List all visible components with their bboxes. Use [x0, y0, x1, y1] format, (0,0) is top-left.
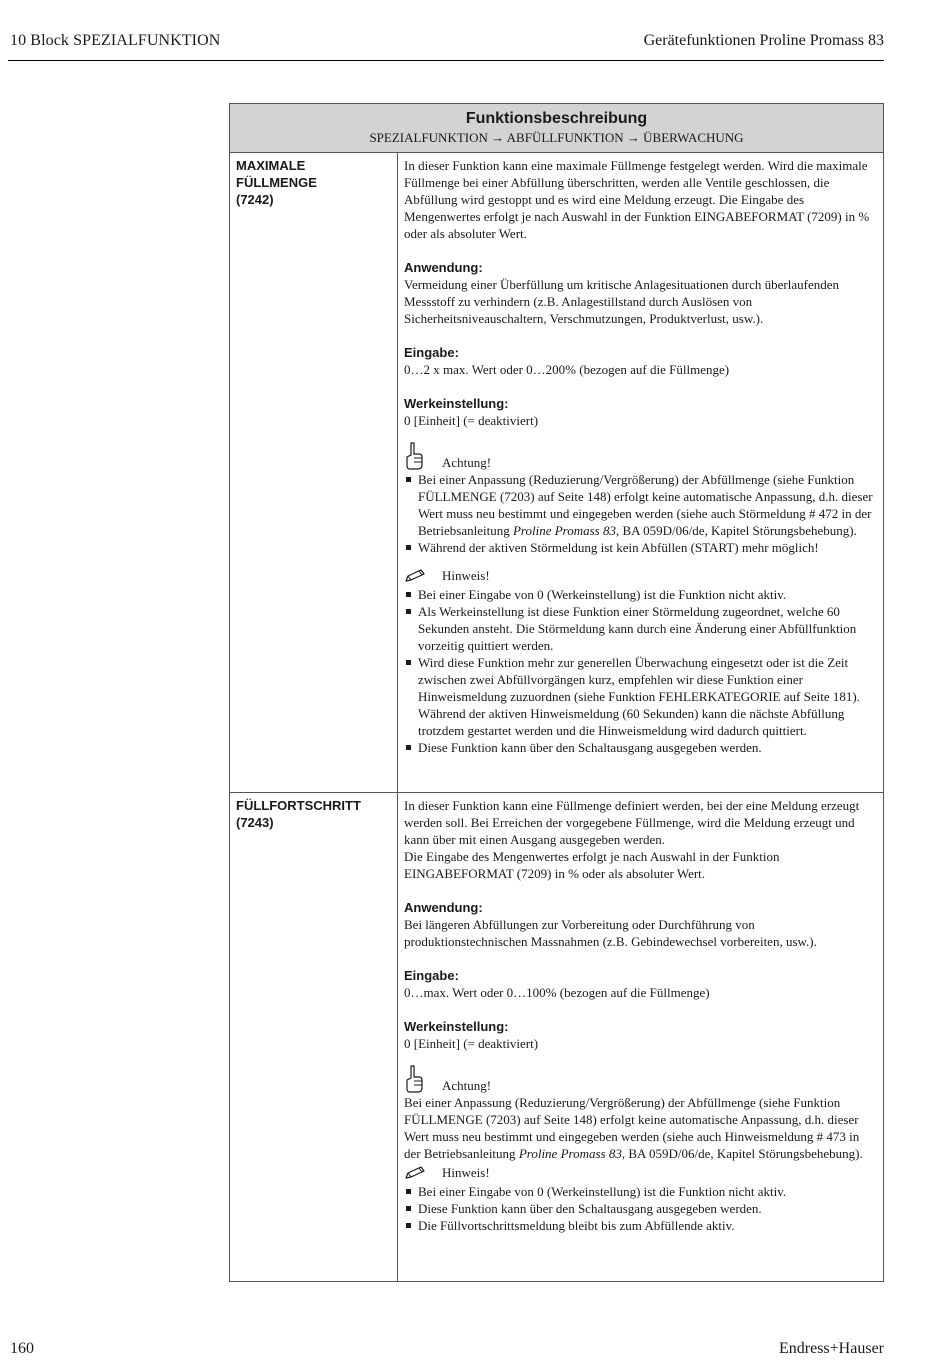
- hinweis-list: [404, 1183, 877, 1234]
- hinweis-list: [404, 586, 877, 756]
- achtung-label: Achtung!: [442, 1078, 492, 1093]
- achtung-note: [404, 1060, 877, 1094]
- eingabe-text: 0…2 x max. Wert oder 0…200% (bezogen auf die Füllmenge): [404, 362, 730, 377]
- eingabe-text: 0…max. Wert oder 0…100% (bezogen auf die Füllmenge): [404, 985, 710, 1000]
- function-name: [230, 153, 398, 792]
- werkeinstellung-heading: Werkeinstellung:: [404, 396, 509, 411]
- anwendung-heading: Anwendung:: [404, 260, 483, 275]
- list-item: Während der aktiven Störmeldung ist kein Abfüllen (START) mehr möglich!: [404, 539, 877, 556]
- section-title: 10 Block SPEZIALFUNKTION: [10, 32, 221, 49]
- werkeinstellung-text: 0 [Einheit] (= deaktiviert): [404, 1036, 539, 1051]
- function-table: [229, 103, 884, 1282]
- achtung-note: [404, 437, 877, 471]
- pencil-icon: [404, 1166, 442, 1180]
- achtung-list: [404, 471, 877, 556]
- anwendung-text: Vermeidung einer Überfüllung um kritische Anlagesituationen durch überlaufenden Messstoff zu verhindern (z.B. Anlagestillstand durch Auslösen von Sicherheitsniveauschaltern, Verschmutzungen, Produktverlust, usw.).: [404, 277, 840, 326]
- intro-text: In dieser Funktion kann eine maximale Füllmenge festgelegt werden. Wird die maximale Füllmenge bei einer Abfüllung überschritten, werden alle Ventile geschlossen, die Abfüllung wird gestoppt und es wird eine Meldung erzeugt. Die Eingabe des Mengenwertes erfolgt je nach Auswahl in der Funktion EINGABEFORMAT (7209) in % oder als absoluter Wert.: [404, 158, 870, 241]
- werkeinstellung-heading: Werkeinstellung:: [404, 1019, 509, 1034]
- brand-name: Endress+Hauser: [779, 1340, 884, 1357]
- list-item: Bei einer Eingabe von 0 (Werkeinstellung) ist die Funktion nicht aktiv.: [404, 586, 877, 603]
- function-description: [398, 153, 883, 792]
- document-title: Gerätefunktionen Proline Promass 83: [643, 32, 884, 49]
- function-name: [230, 793, 398, 1281]
- achtung-label: Achtung!: [442, 455, 492, 470]
- hinweis-note: [404, 565, 877, 586]
- page-header: [8, 32, 884, 61]
- table-title: Funktionsbeschreibung: [465, 110, 648, 127]
- list-item: Diese Funktion kann über den Schaltausgang ausgegeben werden.: [404, 1200, 877, 1217]
- page-footer: [8, 1338, 884, 1362]
- pencil-icon: [404, 569, 442, 583]
- function-code: (7242): [236, 192, 274, 207]
- anwendung-text: Bei längeren Abfüllungen zur Vorbereitung oder Durchführung von produktionstechnischen Massnahmen (z.B. Gebindewechsel vorbereiten, usw.).: [404, 917, 817, 949]
- pointing-hand-icon: [404, 1064, 442, 1094]
- hinweis-label: Hinweis!: [442, 568, 490, 583]
- table-row: [230, 153, 883, 793]
- achtung-text: Bei einer Anpassung (Reduzierung/Vergrößerung) der Abfüllmenge (siehe Funktion FÜLLMENGE (7203) auf Seite 148) erfolgt keine automatische Anpassung, d.h. dieser Wert muss neu bestimmt und eingegeben werden (siehe auch Hinweismeldung # 473 in der Betriebsanleitung Proline Promass 83, BA 059D/06/de, Kapitel Störungsbehebung).: [404, 1095, 863, 1161]
- intro-text: In dieser Funktion kann eine Füllmenge definiert werden, bei der eine Meldung erzeugt werden soll. Bei Erreichen der vorgegebene Füllmenge, wird die Meldung erzeugt und kann über mit einen Ausgang ausgegeben werden.: [404, 798, 860, 847]
- function-name-line: FÜLLFORTSCHRITT: [236, 798, 361, 813]
- eingabe-heading: Eingabe:: [404, 968, 459, 983]
- function-description: [398, 793, 883, 1281]
- list-item: Bei einer Anpassung (Reduzierung/Vergrößerung) der Abfüllmenge (siehe Funktion FÜLLMENGE (7203) auf Seite 148) erfolgt keine automatische Anpassung, d.h. dieser Wert muss neu bestimmt und eingegeben werden (siehe auch Störmeldung # 472 in der Betriebsanleitung Proline Promass 83, BA 059D/06/de, Kapitel Störungsbehebung).: [404, 471, 877, 539]
- page-number: 160: [10, 1340, 34, 1357]
- table-header: [230, 104, 883, 153]
- list-item: Als Werkeinstellung ist diese Funktion einer Störmeldung zugeordnet, welche 60 Sekunden ansteht. Die Störmeldung kann durch eine Änderung einer Abfüllfunktion vorzeitig quittiert werden.: [404, 603, 877, 654]
- list-item: Diese Funktion kann über den Schaltausgang ausgegeben werden.: [404, 739, 877, 756]
- hinweis-label: Hinweis!: [442, 1165, 490, 1180]
- menu-path: SPEZIALFUNKTION → ABFÜLLFUNKTION → ÜBERWACHUNG: [369, 130, 744, 145]
- function-name-line: MAXIMALE: [236, 158, 306, 173]
- list-item: Die Füllvortschrittsmeldung bleibt bis zum Abfüllende aktiv.: [404, 1217, 877, 1234]
- table-row: [230, 793, 883, 1281]
- function-name-line: FÜLLMENGE: [236, 175, 317, 190]
- list-item: Bei einer Eingabe von 0 (Werkeinstellung) ist die Funktion nicht aktiv.: [404, 1183, 877, 1200]
- eingabe-heading: Eingabe:: [404, 345, 459, 360]
- intro-text-2: Die Eingabe des Mengenwertes erfolgt je nach Auswahl in der Funktion EINGABEFORMAT (7209) in % oder als absoluter Wert.: [404, 849, 780, 881]
- hinweis-note: [404, 1162, 877, 1183]
- function-code: (7243): [236, 815, 274, 830]
- list-item: Wird diese Funktion mehr zur generellen Überwachung eingesetzt oder ist die Zeit zwischen zwei Abfüllvorgängen kurz, empfehlen wir diese Funktion einer Hinweismeldung zuzuordnen (siehe Funktion FEHLERKATEGORIE auf Seite 181). Während der aktiven Hinweismeldung (60 Sekunden) kann die nächste Abfüllung trotzdem gestartet werden und die Hinweismeldung wird dadurch quittiert.: [404, 654, 877, 739]
- anwendung-heading: Anwendung:: [404, 900, 483, 915]
- werkeinstellung-text: 0 [Einheit] (= deaktiviert): [404, 413, 539, 428]
- pointing-hand-icon: [404, 441, 442, 471]
